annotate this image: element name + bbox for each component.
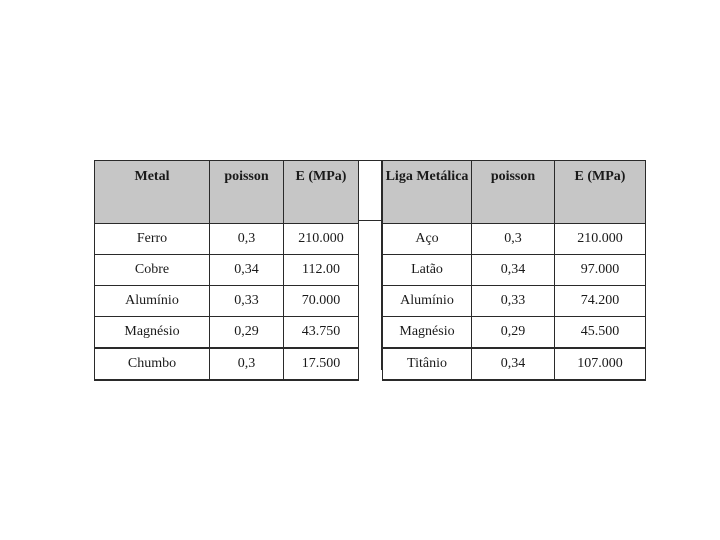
cell-poisson: 0,29 <box>472 317 555 349</box>
cell-poisson: 0,34 <box>472 348 555 380</box>
cell-metal: Ferro <box>95 224 210 255</box>
cell-alloy: Magnésio <box>383 317 472 349</box>
cell-poisson: 0,33 <box>472 286 555 317</box>
cell-modulus: 210.000 <box>284 224 359 255</box>
cell-alloy: Alumínio <box>383 286 472 317</box>
cell-modulus: 74.200 <box>555 286 646 317</box>
table-row <box>95 286 359 317</box>
table-row <box>95 317 359 349</box>
table-row <box>95 224 359 255</box>
cell-poisson: 0,34 <box>472 255 555 286</box>
cell-modulus: 70.000 <box>284 286 359 317</box>
cell-metal: Chumbo <box>95 348 210 380</box>
cell-modulus: 45.500 <box>555 317 646 349</box>
table-header-row <box>383 161 646 224</box>
cell-modulus: 17.500 <box>284 348 359 380</box>
cell-modulus: 210.000 <box>555 224 646 255</box>
cell-poisson: 0,29 <box>210 317 284 349</box>
table-row <box>383 348 646 380</box>
cell-modulus: 97.000 <box>555 255 646 286</box>
table-header-row <box>95 161 359 224</box>
table-row <box>95 348 359 380</box>
cell-modulus: 112.00 <box>284 255 359 286</box>
cell-poisson: 0,34 <box>210 255 284 286</box>
header-metal: Metal <box>95 161 210 224</box>
alloy-properties-table <box>382 160 646 381</box>
cell-modulus: 43.750 <box>284 317 359 349</box>
header-poisson: poisson <box>472 161 555 224</box>
cell-poisson: 0,3 <box>210 224 284 255</box>
table-row <box>383 255 646 286</box>
cell-metal: Alumínio <box>95 286 210 317</box>
table-row <box>383 286 646 317</box>
cell-alloy: Aço <box>383 224 472 255</box>
cell-poisson: 0,33 <box>210 286 284 317</box>
header-modulus: E (MPa) <box>555 161 646 224</box>
header-alloy: Liga Metálica <box>383 161 472 224</box>
metal-properties-table <box>94 160 359 381</box>
cell-metal: Cobre <box>95 255 210 286</box>
material-properties-tables <box>94 160 645 370</box>
table-row <box>95 255 359 286</box>
cell-modulus: 107.000 <box>555 348 646 380</box>
cell-poisson: 0,3 <box>210 348 284 380</box>
table-row <box>383 224 646 255</box>
table-row <box>383 317 646 349</box>
cell-alloy: Titânio <box>383 348 472 380</box>
header-poisson: poisson <box>210 161 284 224</box>
cell-alloy: Latão <box>383 255 472 286</box>
header-modulus: E (MPa) <box>284 161 359 224</box>
table-separator <box>358 160 382 370</box>
cell-poisson: 0,3 <box>472 224 555 255</box>
cell-metal: Magnésio <box>95 317 210 349</box>
